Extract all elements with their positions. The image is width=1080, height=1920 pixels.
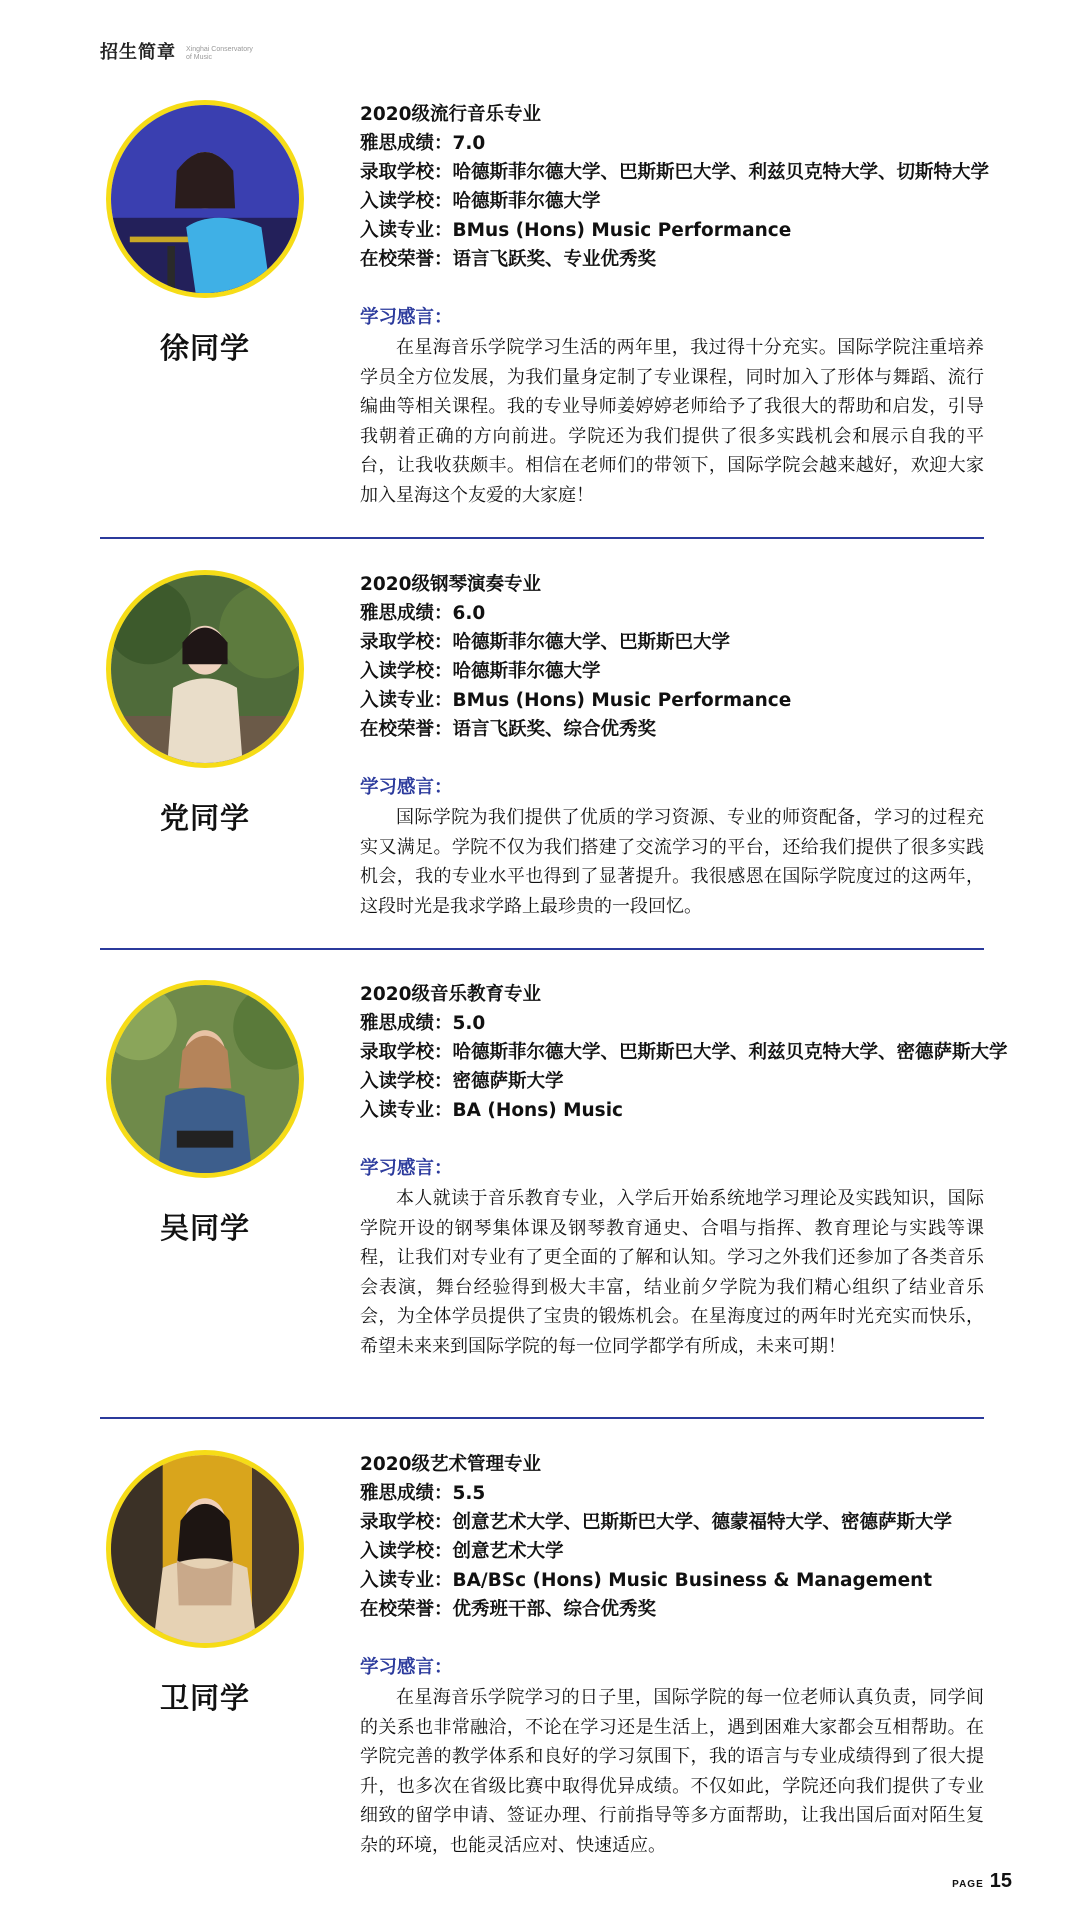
major: 2020级钢琴演奏专业: [360, 574, 541, 595]
student-name: 党同学: [159, 801, 250, 835]
section-divider: [100, 948, 984, 950]
student-photo-block: [104, 1450, 306, 1717]
section-divider: [100, 1417, 984, 1419]
student-photo-block: [104, 980, 306, 1247]
enrolled-school: 入读学校：哈德斯菲尔德大学: [360, 191, 601, 212]
page-label: PAGE: [952, 1879, 984, 1890]
major: 2020级流行音乐专业: [360, 104, 541, 125]
reflection-text: 国际学院为我们提供了优质的学习资源、专业的师资配备，学习的过程充实又满足。学院不仅为我们搭建了交流学习的平台，还给我们提供了很多实践机会，我的专业水平也得到了显著提升。我很感恩在国际学院度过的这两年，这段时光是我求学路上最珍贵的一段回忆。: [360, 807, 984, 917]
admitted-schools: 录取学校：哈德斯菲尔德大学、巴斯斯巴大学、利兹贝克特大学、切斯特大学: [360, 162, 990, 183]
major: 2020级音乐教育专业: [360, 984, 541, 1005]
student-photo-block: [104, 570, 306, 837]
section-divider: [100, 537, 984, 539]
reflection-label: 学习感言：: [360, 1158, 453, 1179]
reflection-text: 本人就读于音乐教育专业，入学后开始系统地学习理论及实践知识，国际学院开设的钢琴集体课及钢琴教育通史、合唱与指挥、教育理论与实践等课程，让我们对专业有了更全面的了解和认知。学习之外我们还参加了各类音乐会表演，舞台经验得到极大丰富，结业前夕学院为我们精心组织了结业音乐会，为全体学员提供了宝贵的锻炼机会。在星海度过的两年时光充实而快乐，希望未来来到国际学院的每一位同学都学有所成，未来可期！: [360, 1188, 984, 1357]
ielts-score: 雅思成绩：5.5: [360, 1483, 486, 1504]
student-avatar: [106, 570, 304, 768]
student-info: [360, 1450, 984, 1860]
enrolled-program: 入读专业：BA/BSc (Hons) Music Business & Management: [360, 1570, 933, 1591]
reflection-text: 在星海音乐学院学习的日子里，国际学院的每一位老师认真负责，同学间的关系也非常融洽，不论在学习还是生活上，遇到困难大家都会互相帮助。在学院完善的教学体系和良好的学习氛围下，我的语言与专业成绩得到了很大提升，也多次在省级比赛中取得优异成绩。不仅如此，学院还向我们提供了专业细致的留学申请、签证办理、行前指导等多方面帮助，让我出国后面对陌生复杂的环境，也能灵活应对、快速适应。: [360, 1687, 984, 1856]
student-name: 吴同学: [159, 1211, 250, 1245]
school-honors: 在校荣誉：优秀班干部、综合优秀奖: [360, 1599, 657, 1620]
brochure-title: 招生简章: [100, 42, 176, 63]
school-honors: 在校荣誉：语言飞跃奖、专业优秀奖: [360, 249, 657, 270]
reflection-text: 在星海音乐学院学习生活的两年里，我过得十分充实。国际学院注重培养学员全方位发展，为我们量身定制了专业课程，同时加入了形体与舞蹈、流行编曲等相关课程。我的专业导师姜婷婷老师给予了我很大的帮助和启发，引导我朝着正确的方向前进。学院还为我们提供了很多实践机会和展示自我的平台，让我收获颇丰。相信在老师们的带领下，国际学院会越来越好，欢迎大家加入星海这个友爱的大家庭！: [360, 337, 984, 506]
reflection-label: 学习感言：: [360, 307, 453, 328]
ielts-score: 雅思成绩：7.0: [360, 133, 486, 154]
enrolled-program: 入读专业：BA (Hons) Music: [360, 1100, 623, 1121]
admitted-schools: 录取学校：哈德斯菲尔德大学、巴斯斯巴大学: [360, 632, 731, 653]
student-avatar: [106, 100, 304, 298]
ielts-score: 雅思成绩：5.0: [360, 1013, 486, 1034]
admitted-schools: 录取学校：创意艺术大学、巴斯斯巴大学、德蒙福特大学、密德萨斯大学: [360, 1512, 953, 1533]
student-info: [360, 980, 1008, 1361]
admitted-schools: 录取学校：哈德斯菲尔德大学、巴斯斯巴大学、利兹贝克特大学、密德萨斯大学: [360, 1042, 1008, 1063]
student-info: [360, 100, 990, 510]
reflection-label: 学习感言：: [360, 1657, 453, 1678]
page-value: 15: [989, 1870, 1012, 1892]
enrolled-school: 入读学校：哈德斯菲尔德大学: [360, 661, 601, 682]
enrolled-school: 入读学校：密德萨斯大学: [360, 1071, 564, 1092]
student-photo-block: [104, 100, 306, 367]
student-name: 徐同学: [159, 331, 250, 365]
student-info: [360, 570, 984, 921]
enrolled-program: 入读专业：BMus (Hons) Music Performance: [360, 220, 792, 241]
reflection-label: 学习感言：: [360, 777, 453, 798]
enrolled-program: 入读专业：BMus (Hons) Music Performance: [360, 690, 792, 711]
page-header: [100, 38, 276, 64]
page-number: [952, 1870, 1012, 1893]
student-avatar: [106, 980, 304, 1178]
major: 2020级艺术管理专业: [360, 1454, 541, 1475]
school-honors: 在校荣誉：语言飞跃奖、综合优秀奖: [360, 719, 657, 740]
ielts-score: 雅思成绩：6.0: [360, 603, 486, 624]
student-avatar: [106, 1450, 304, 1648]
institution-name: Xinghai Conservatory of Music: [186, 46, 253, 61]
enrolled-school: 入读学校：创意艺术大学: [360, 1541, 564, 1562]
student-name: 卫同学: [159, 1681, 250, 1715]
